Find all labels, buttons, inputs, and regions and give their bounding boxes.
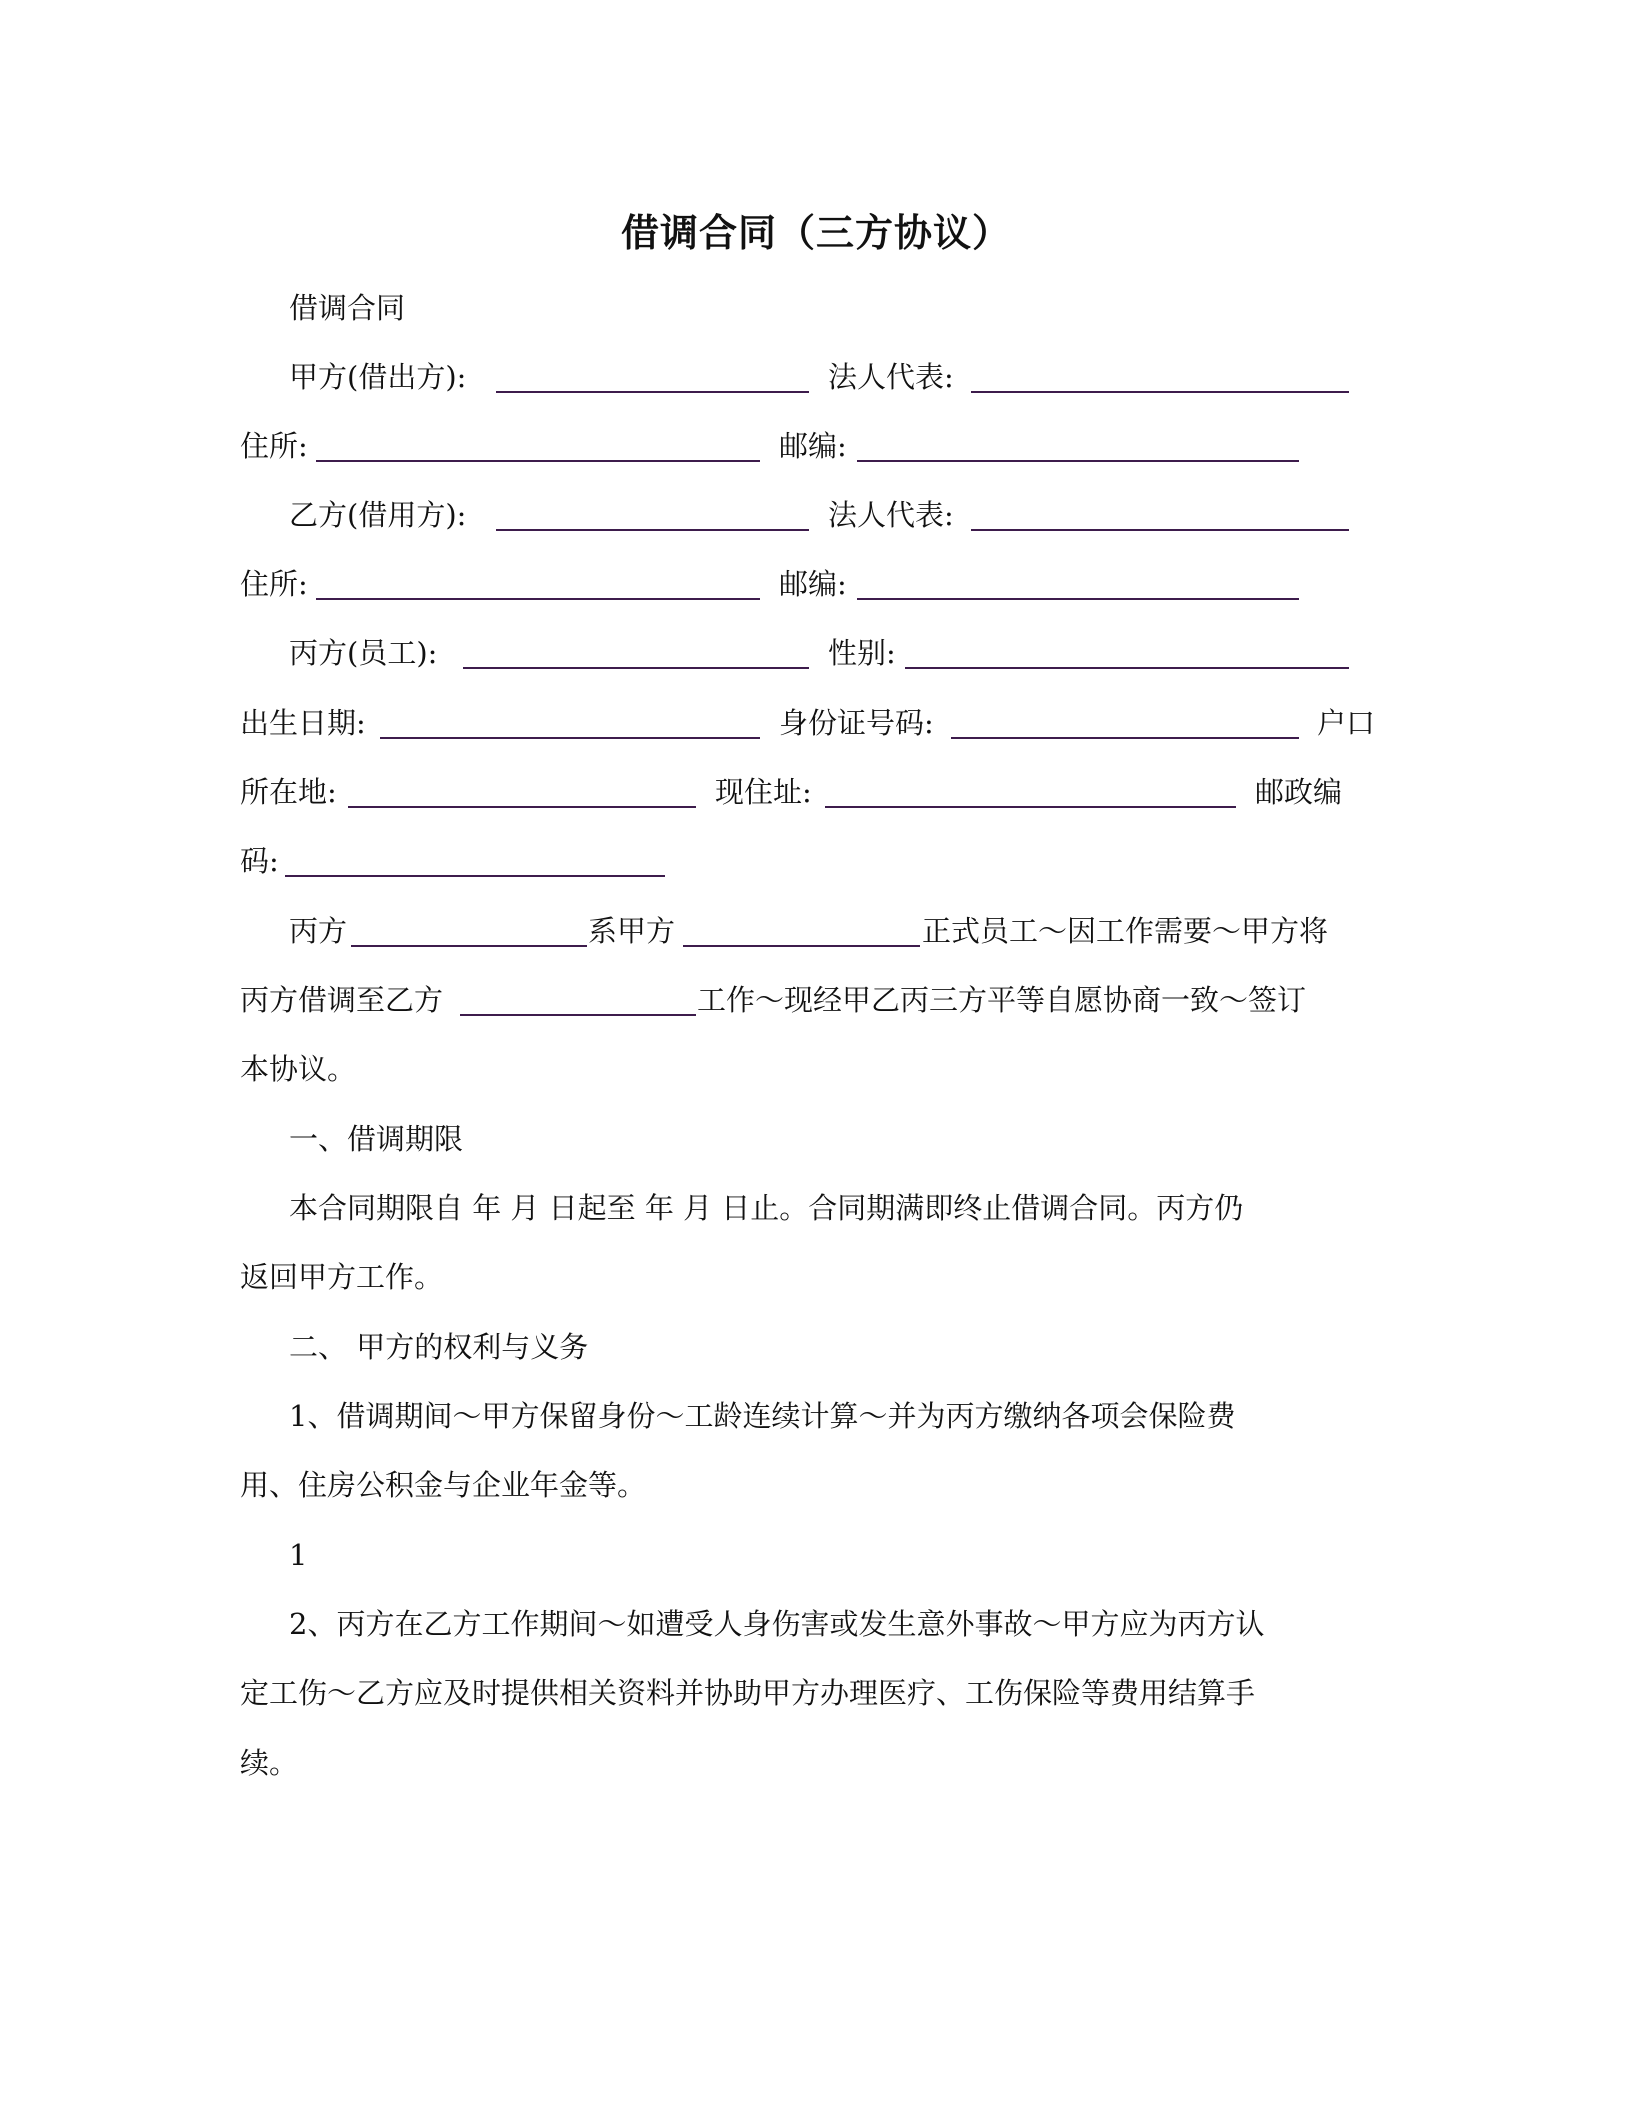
household-blank[interactable] bbox=[348, 806, 696, 808]
party-b-postcode-label: 邮编: bbox=[779, 567, 847, 601]
household-label-part2: 所在地: bbox=[240, 775, 337, 809]
party-c-label: 丙方(员工): bbox=[289, 636, 438, 670]
page-number: 1 bbox=[289, 1538, 308, 1572]
party-b-label: 乙方(借用方): bbox=[289, 498, 467, 532]
party-b-postcode-blank[interactable] bbox=[857, 598, 1299, 600]
subtitle: 借调合同 bbox=[289, 291, 406, 325]
party-a-address-blank[interactable] bbox=[316, 460, 760, 462]
borrower-dept-blank[interactable] bbox=[460, 1014, 696, 1016]
section2-item2-line2: 定工伤～乙方应及时提供相关资料并协助甲方办理医疗、工伤保险等费用结算手 bbox=[240, 1676, 1256, 1710]
section2-item2-line3: 续。 bbox=[240, 1746, 299, 1780]
section1-line2: 返回甲方工作。 bbox=[240, 1260, 444, 1294]
party-a-postcode-blank[interactable] bbox=[857, 460, 1299, 462]
current-address-label: 现住址: bbox=[715, 775, 812, 809]
employee-name-blank[interactable] bbox=[351, 945, 587, 947]
birthdate-blank[interactable] bbox=[380, 737, 760, 739]
section2-item1-line1: 1、借调期间～甲方保留身份～工龄连续计算～并为丙方缴纳各项会保险费 bbox=[289, 1399, 1236, 1433]
party-a-address-label: 住所: bbox=[240, 429, 308, 463]
party-a-postcode-label: 邮编: bbox=[779, 429, 847, 463]
preamble-line1-a: 丙方 bbox=[289, 914, 348, 948]
section1-heading: 一、借调期限 bbox=[289, 1122, 464, 1156]
party-a-rep-blank[interactable] bbox=[971, 391, 1349, 393]
preamble-line1-b: 系甲方 bbox=[588, 914, 676, 948]
party-a-label: 甲方(借出方): bbox=[289, 360, 467, 394]
party-a-rep-label: 法人代表: bbox=[828, 360, 954, 394]
gender-blank[interactable] bbox=[905, 667, 1349, 669]
postal-code-label-part1: 邮政编 bbox=[1255, 775, 1343, 809]
employer-name-blank[interactable] bbox=[683, 945, 920, 947]
id-number-label: 身份证号码: bbox=[779, 706, 934, 740]
gender-label: 性别: bbox=[828, 636, 896, 670]
party-b-rep-label: 法人代表: bbox=[828, 498, 954, 532]
party-b-address-blank[interactable] bbox=[316, 598, 760, 600]
party-b-address-label: 住所: bbox=[240, 567, 308, 601]
document-title: 借调合同（三方协议） bbox=[620, 210, 1011, 255]
party-c-blank[interactable] bbox=[463, 667, 809, 669]
party-a-blank[interactable] bbox=[496, 391, 809, 393]
preamble-line3: 本协议。 bbox=[240, 1052, 357, 1086]
section1-line1: 本合同期限自 年 月 日起至 年 月 日止。合同期满即终止借调合同。丙方仍 bbox=[289, 1191, 1244, 1225]
preamble-line2-a: 丙方借调至乙方 bbox=[240, 983, 444, 1017]
id-number-blank[interactable] bbox=[951, 737, 1299, 739]
birthdate-label: 出生日期: bbox=[240, 706, 366, 740]
postal-code-label-part2: 码: bbox=[240, 844, 279, 878]
preamble-line1-c: 正式员工～因工作需要～甲方将 bbox=[922, 914, 1329, 948]
household-label-part1: 户口 bbox=[1317, 706, 1376, 740]
section2-heading: 二、 甲方的权利与义务 bbox=[289, 1330, 589, 1364]
preamble-line2-b: 工作～现经甲乙丙三方平等自愿协商一致～签订 bbox=[697, 983, 1307, 1017]
postal-code-blank[interactable] bbox=[285, 875, 665, 877]
section2-item2-line1: 2、丙方在乙方工作期间～如遭受人身伤害或发生意外事故～甲方应为丙方认 bbox=[289, 1607, 1265, 1641]
section2-item1-line2: 用、住房公积金与企业年金等。 bbox=[240, 1468, 647, 1502]
party-b-blank[interactable] bbox=[496, 529, 809, 531]
party-b-rep-blank[interactable] bbox=[971, 529, 1349, 531]
current-address-blank[interactable] bbox=[825, 806, 1236, 808]
